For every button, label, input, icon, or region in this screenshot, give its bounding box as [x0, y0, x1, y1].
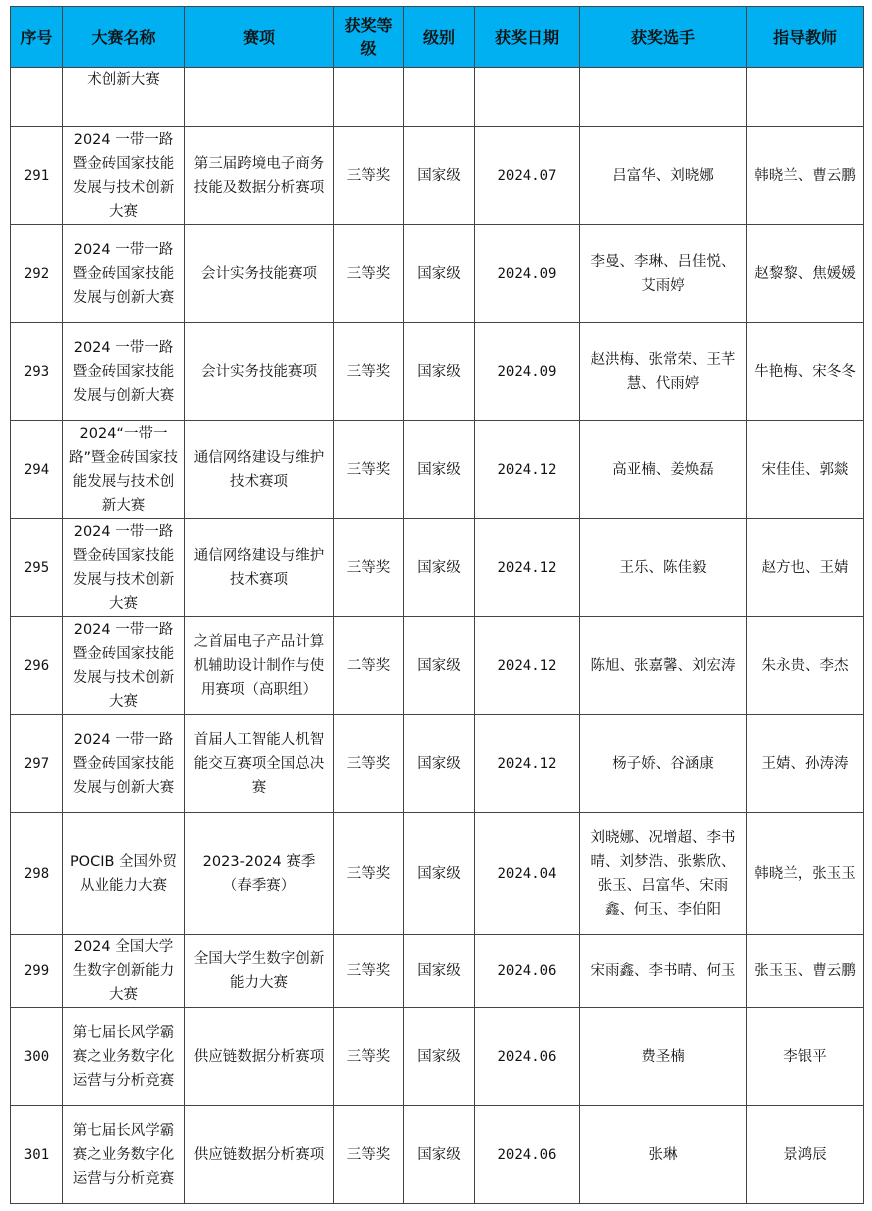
- cell-level: 三等奖: [334, 519, 404, 617]
- table-row: [11, 323, 864, 421]
- cell-level: 三等奖: [334, 323, 404, 421]
- cell-competition: 2024“一带一路”暨金砖国家技能发展与技术创新大赛: [63, 421, 185, 519]
- cell-event: 通信网络建设与维护技术赛项: [185, 519, 334, 617]
- cell-level: [334, 68, 404, 127]
- cell-teachers: 王婧、孙涛涛: [747, 715, 864, 813]
- cell-no: [11, 68, 63, 127]
- cell-no: 291: [11, 127, 63, 225]
- cell-competition: 术创新大赛: [63, 68, 185, 127]
- cell-students: 李曼、李琳、吕佳悦、艾雨婷: [580, 225, 747, 323]
- cell-grade: 国家级: [404, 813, 475, 935]
- cell-students: 高亚楠、姜焕磊: [580, 421, 747, 519]
- cell-competition: 2024 一带一路暨金砖国家技能发展与技术创新大赛: [63, 127, 185, 225]
- cell-students: 张琳: [580, 1106, 747, 1204]
- cell-date: [475, 68, 580, 127]
- cell-students: 费圣楠: [580, 1008, 747, 1106]
- cell-students: 陈旭、张嘉馨、刘宏涛: [580, 617, 747, 715]
- header-grade: 级别: [404, 7, 475, 68]
- cell-no: 292: [11, 225, 63, 323]
- cell-level: 三等奖: [334, 935, 404, 1008]
- cell-teachers: [747, 68, 864, 127]
- header-row: [11, 7, 864, 68]
- cell-students: 宋雨鑫、李书晴、何玉: [580, 935, 747, 1008]
- cell-event: 会计实务技能赛项: [185, 323, 334, 421]
- table-row: [11, 225, 864, 323]
- cell-teachers: 朱永贵、李杰: [747, 617, 864, 715]
- cell-teachers: 景鸿辰: [747, 1106, 864, 1204]
- header-no: 序号: [11, 7, 63, 68]
- table-row: [11, 813, 864, 935]
- cell-grade: 国家级: [404, 1008, 475, 1106]
- header-date: 获奖日期: [475, 7, 580, 68]
- cell-teachers: 宋佳佳、郭燚: [747, 421, 864, 519]
- cell-students: 吕富华、刘晓娜: [580, 127, 747, 225]
- cell-date: 2024.09: [475, 323, 580, 421]
- cell-grade: 国家级: [404, 1106, 475, 1204]
- cell-teachers: 张玉玉、曹云鹏: [747, 935, 864, 1008]
- cell-date: 2024.12: [475, 421, 580, 519]
- cell-teachers: 赵黎黎、焦媛媛: [747, 225, 864, 323]
- cell-level: 三等奖: [334, 225, 404, 323]
- cell-competition: 2024 一带一路暨金砖国家技能发展与创新大赛: [63, 715, 185, 813]
- header-students: 获奖选手: [580, 7, 747, 68]
- cell-teachers: 李银平: [747, 1008, 864, 1106]
- cell-competition: 第七届长风学霸赛之业务数字化运营与分析竞赛: [63, 1106, 185, 1204]
- cell-date: 2024.12: [475, 519, 580, 617]
- cell-competition: 2024 全国大学生数字创新能力大赛: [63, 935, 185, 1008]
- cell-no: 296: [11, 617, 63, 715]
- cell-competition: 2024 一带一路暨金砖国家技能发展与技术创新大赛: [63, 617, 185, 715]
- cell-grade: 国家级: [404, 225, 475, 323]
- table-row: [11, 715, 864, 813]
- cell-event: 之首届电子产品计算机辅助设计制作与使用赛项（高职组）: [185, 617, 334, 715]
- cell-grade: 国家级: [404, 617, 475, 715]
- cell-date: 2024.09: [475, 225, 580, 323]
- cell-students: 刘晓娜、况增超、李书晴、刘梦浩、张紫欣、张玉、吕富华、宋雨鑫、何玉、李伯阳: [580, 813, 747, 935]
- cell-competition: POCIB 全国外贸从业能力大赛: [63, 813, 185, 935]
- cell-no: 297: [11, 715, 63, 813]
- cell-competition: 2024 一带一路暨金砖国家技能发展与创新大赛: [63, 323, 185, 421]
- cell-grade: 国家级: [404, 715, 475, 813]
- cell-no: 298: [11, 813, 63, 935]
- header-competition: 大赛名称: [63, 7, 185, 68]
- cell-no: 293: [11, 323, 63, 421]
- cell-event: 供应链数据分析赛项: [185, 1106, 334, 1204]
- header-level: 获奖等级: [334, 7, 404, 68]
- cell-students: 杨子娇、谷涵康: [580, 715, 747, 813]
- cell-grade: 国家级: [404, 323, 475, 421]
- header-teachers: 指导教师: [747, 7, 864, 68]
- cell-date: 2024.07: [475, 127, 580, 225]
- cell-teachers: 韩晓兰，张玉玉: [747, 813, 864, 935]
- table-row: [11, 935, 864, 1008]
- cell-level: 二等奖: [334, 617, 404, 715]
- cell-level: 三等奖: [334, 127, 404, 225]
- table-row: [11, 1008, 864, 1106]
- cell-competition: 2024 一带一路暨金砖国家技能发展与创新大赛: [63, 225, 185, 323]
- table-row: [11, 617, 864, 715]
- cell-level: 三等奖: [334, 421, 404, 519]
- cell-no: 299: [11, 935, 63, 1008]
- cell-competition: 2024 一带一路暨金砖国家技能发展与技术创新大赛: [63, 519, 185, 617]
- cell-teachers: 牛艳梅、宋冬冬: [747, 323, 864, 421]
- cell-event: 全国大学生数字创新能力大赛: [185, 935, 334, 1008]
- table-row: [11, 1106, 864, 1204]
- cell-date: 2024.12: [475, 715, 580, 813]
- cell-date: 2024.04: [475, 813, 580, 935]
- cell-students: 赵洪梅、张常荣、王芊慧、代雨婷: [580, 323, 747, 421]
- cell-grade: 国家级: [404, 127, 475, 225]
- cell-level: 三等奖: [334, 715, 404, 813]
- table-row: [11, 127, 864, 225]
- table-row: [11, 421, 864, 519]
- cell-teachers: 韩晓兰、曹云鹏: [747, 127, 864, 225]
- cell-students: 王乐、陈佳毅: [580, 519, 747, 617]
- cell-students: [580, 68, 747, 127]
- cell-level: 三等奖: [334, 813, 404, 935]
- cell-level: 三等奖: [334, 1106, 404, 1204]
- continuation-row: [11, 68, 864, 127]
- cell-grade: 国家级: [404, 421, 475, 519]
- awards-table: [10, 6, 864, 1204]
- cell-teachers: 赵方也、王婧: [747, 519, 864, 617]
- cell-date: 2024.12: [475, 617, 580, 715]
- cell-no: 300: [11, 1008, 63, 1106]
- cell-date: 2024.06: [475, 1106, 580, 1204]
- cell-competition: 第七届长风学霸赛之业务数字化运营与分析竞赛: [63, 1008, 185, 1106]
- cell-event: 第三届跨境电子商务技能及数据分析赛项: [185, 127, 334, 225]
- cell-grade: 国家级: [404, 935, 475, 1008]
- cell-date: 2024.06: [475, 935, 580, 1008]
- cell-no: 294: [11, 421, 63, 519]
- cell-event: 通信网络建设与维护技术赛项: [185, 421, 334, 519]
- cell-date: 2024.06: [475, 1008, 580, 1106]
- cell-event: 2023-2024 赛季（春季赛）: [185, 813, 334, 935]
- cell-event: 首届人工智能人机智能交互赛项全国总决赛: [185, 715, 334, 813]
- header-event: 赛项: [185, 7, 334, 68]
- cell-no: 301: [11, 1106, 63, 1204]
- table-row: [11, 519, 864, 617]
- cell-no: 295: [11, 519, 63, 617]
- cell-event: 会计实务技能赛项: [185, 225, 334, 323]
- cell-level: 三等奖: [334, 1008, 404, 1106]
- cell-event: 供应链数据分析赛项: [185, 1008, 334, 1106]
- cell-grade: 国家级: [404, 519, 475, 617]
- cell-grade: [404, 68, 475, 127]
- cell-event: [185, 68, 334, 127]
